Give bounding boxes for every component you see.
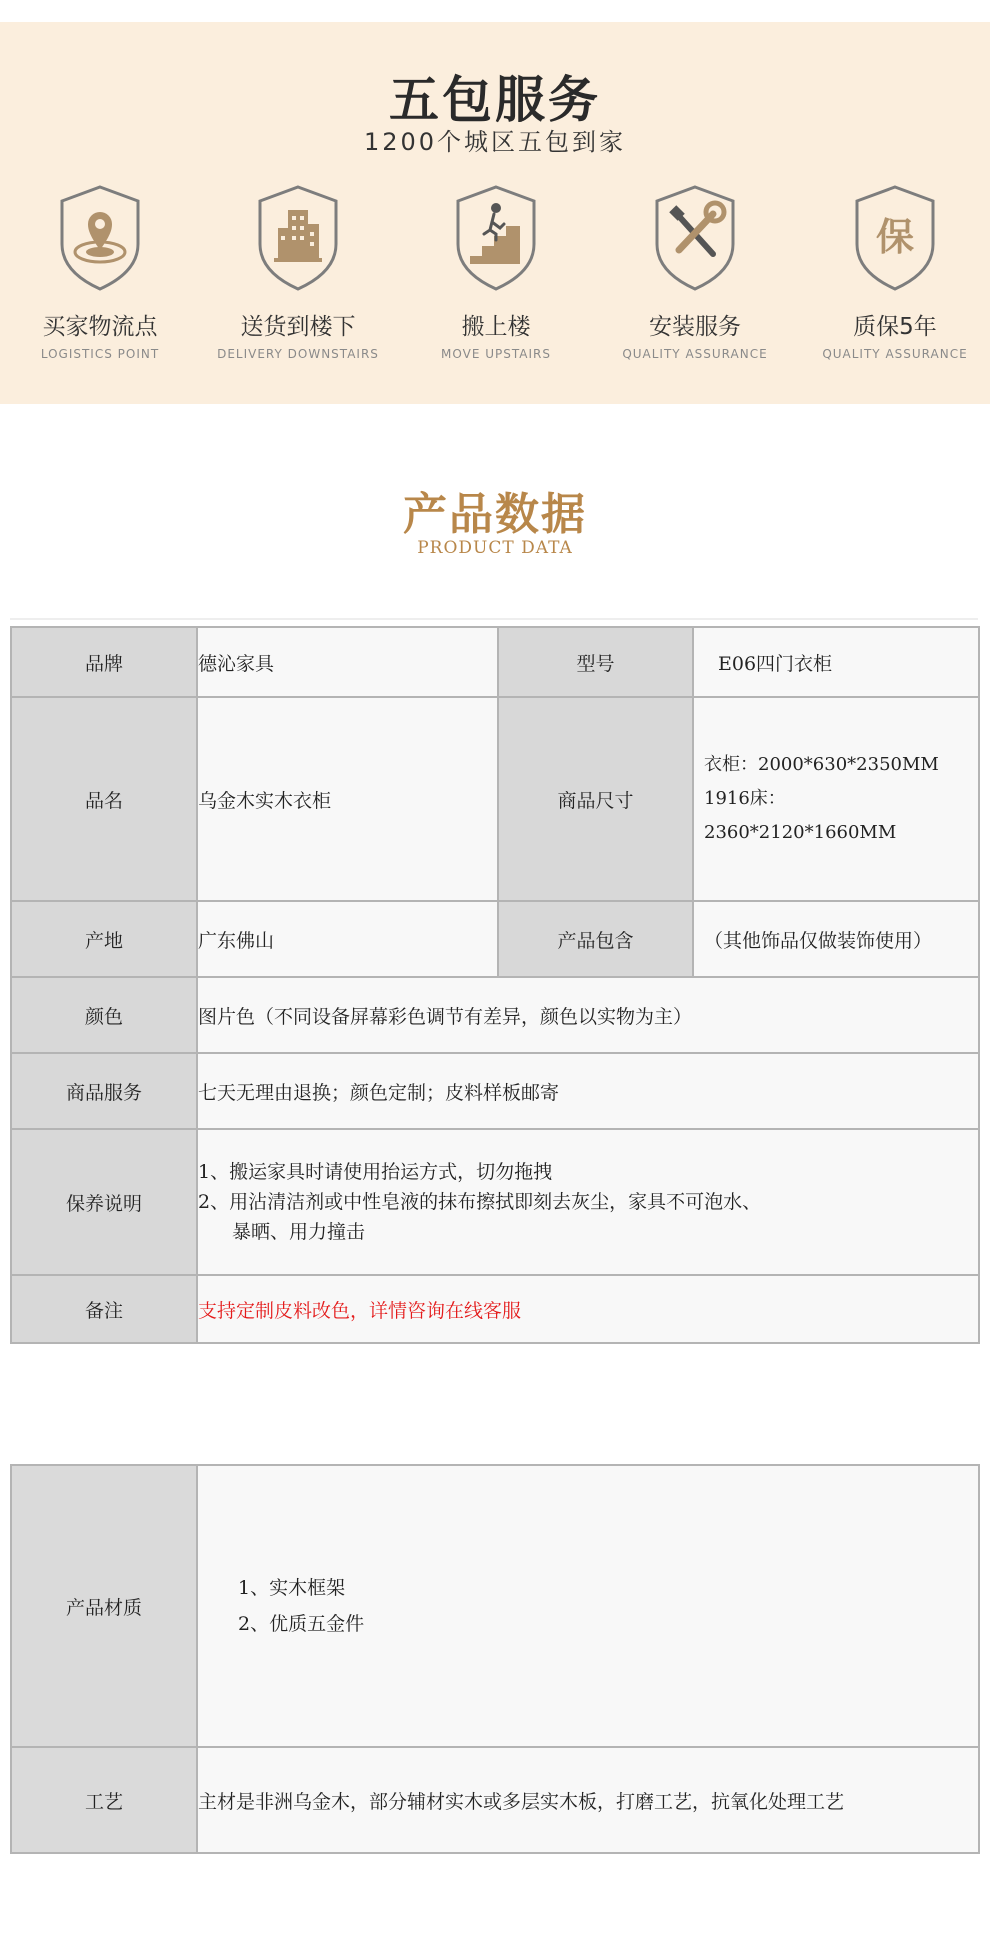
color-label: 颜色 — [11, 977, 197, 1053]
warranty-glyph: 保 — [875, 215, 915, 259]
service-item-upstairs — [396, 184, 596, 361]
service-en: LOGISTICS POINT — [40, 347, 160, 361]
service-item-delivery — [198, 184, 398, 361]
banner-title: 五包服务 — [389, 71, 601, 129]
craft-value: 主材是非洲乌金木，部分辅材实木或多层实木板，打磨工艺，抗氧化处理工艺 — [197, 1747, 979, 1853]
material-table — [10, 1464, 980, 1854]
material-label: 产品材质 — [11, 1465, 197, 1747]
includes-value: （其他饰品仅做装饰使用） — [693, 901, 979, 977]
material-line: 1、实木框架 — [238, 1577, 346, 1599]
origin-label: 产地 — [11, 901, 197, 977]
remark-value: 支持定制皮料改色，详情咨询在线客服 — [197, 1275, 979, 1343]
table-row — [11, 627, 979, 697]
table-row — [11, 1465, 979, 1747]
name-value: 乌金木实木衣柜 — [197, 697, 498, 901]
banner-subtitle: 1200个城区五包到家 — [363, 128, 627, 156]
model-label: 型号 — [498, 627, 693, 697]
remark-label: 备注 — [11, 1275, 197, 1343]
table-row — [11, 977, 979, 1053]
section-title: 产品数据 — [403, 489, 587, 540]
brand-value: 德沁家具 — [197, 627, 498, 697]
table-row — [11, 1747, 979, 1853]
includes-label: 产品包含 — [498, 901, 693, 977]
divider — [10, 618, 978, 620]
service-item-install — [595, 184, 795, 361]
care-line: 暴晒、用力撞击 — [232, 1221, 366, 1243]
table-row — [11, 1129, 979, 1275]
table-row — [11, 901, 979, 977]
service-value: 七天无理由退换；颜色定制；皮料样板邮寄 — [197, 1053, 979, 1129]
service-name: 质保5年 — [853, 314, 937, 340]
section-subtitle: PRODUCT DATA — [417, 538, 573, 558]
product-spec-table — [10, 626, 980, 1344]
size-line: 衣柜：2000*630*2350MM — [704, 754, 939, 775]
service-name: 送货到楼下 — [240, 314, 356, 340]
care-line: 2、用沾清洁剂或中性皂液的抹布擦拭即刻去灰尘，家具不可泡水、 — [198, 1191, 762, 1213]
warranty-icon — [853, 184, 937, 292]
brand-label: 品牌 — [11, 627, 197, 697]
service-en: DELIVERY DOWNSTAIRS — [217, 347, 379, 361]
service-name: 安装服务 — [649, 314, 741, 340]
service-en: QUALITY ASSURANCE — [822, 347, 968, 361]
service-item-warranty — [795, 184, 990, 361]
service-en: MOVE UPSTAIRS — [441, 347, 551, 361]
name-label: 品名 — [11, 697, 197, 901]
service-name: 买家物流点 — [42, 314, 158, 340]
table-row — [11, 1053, 979, 1129]
location-pin-icon — [58, 184, 142, 292]
service-en: QUALITY ASSURANCE — [622, 347, 768, 361]
model-value: E06四门衣柜 — [693, 627, 979, 697]
table-row — [11, 697, 979, 901]
color-value: 图片色（不同设备屏幕彩色调节有差异，颜色以实物为主） — [197, 977, 979, 1053]
care-line: 1、搬运家具时请使用抬运方式，切勿拖拽 — [198, 1161, 553, 1183]
size-line: 1916床：2360*2120*1660MM — [704, 788, 897, 843]
origin-value: 广东佛山 — [197, 901, 498, 977]
stairs-person-icon — [454, 184, 538, 292]
service-banner — [0, 22, 990, 404]
material-value — [197, 1465, 979, 1747]
service-item-logistics — [0, 184, 200, 361]
material-line: 2、优质五金件 — [238, 1613, 365, 1635]
care-label: 保养说明 — [11, 1129, 197, 1275]
care-value — [197, 1129, 979, 1275]
size-label: 商品尺寸 — [498, 697, 693, 901]
size-value — [693, 697, 979, 901]
service-label: 商品服务 — [11, 1053, 197, 1129]
craft-label: 工艺 — [11, 1747, 197, 1853]
service-name: 搬上楼 — [461, 314, 531, 340]
table-row — [11, 1275, 979, 1343]
building-icon — [256, 184, 340, 292]
tools-icon — [653, 184, 737, 292]
